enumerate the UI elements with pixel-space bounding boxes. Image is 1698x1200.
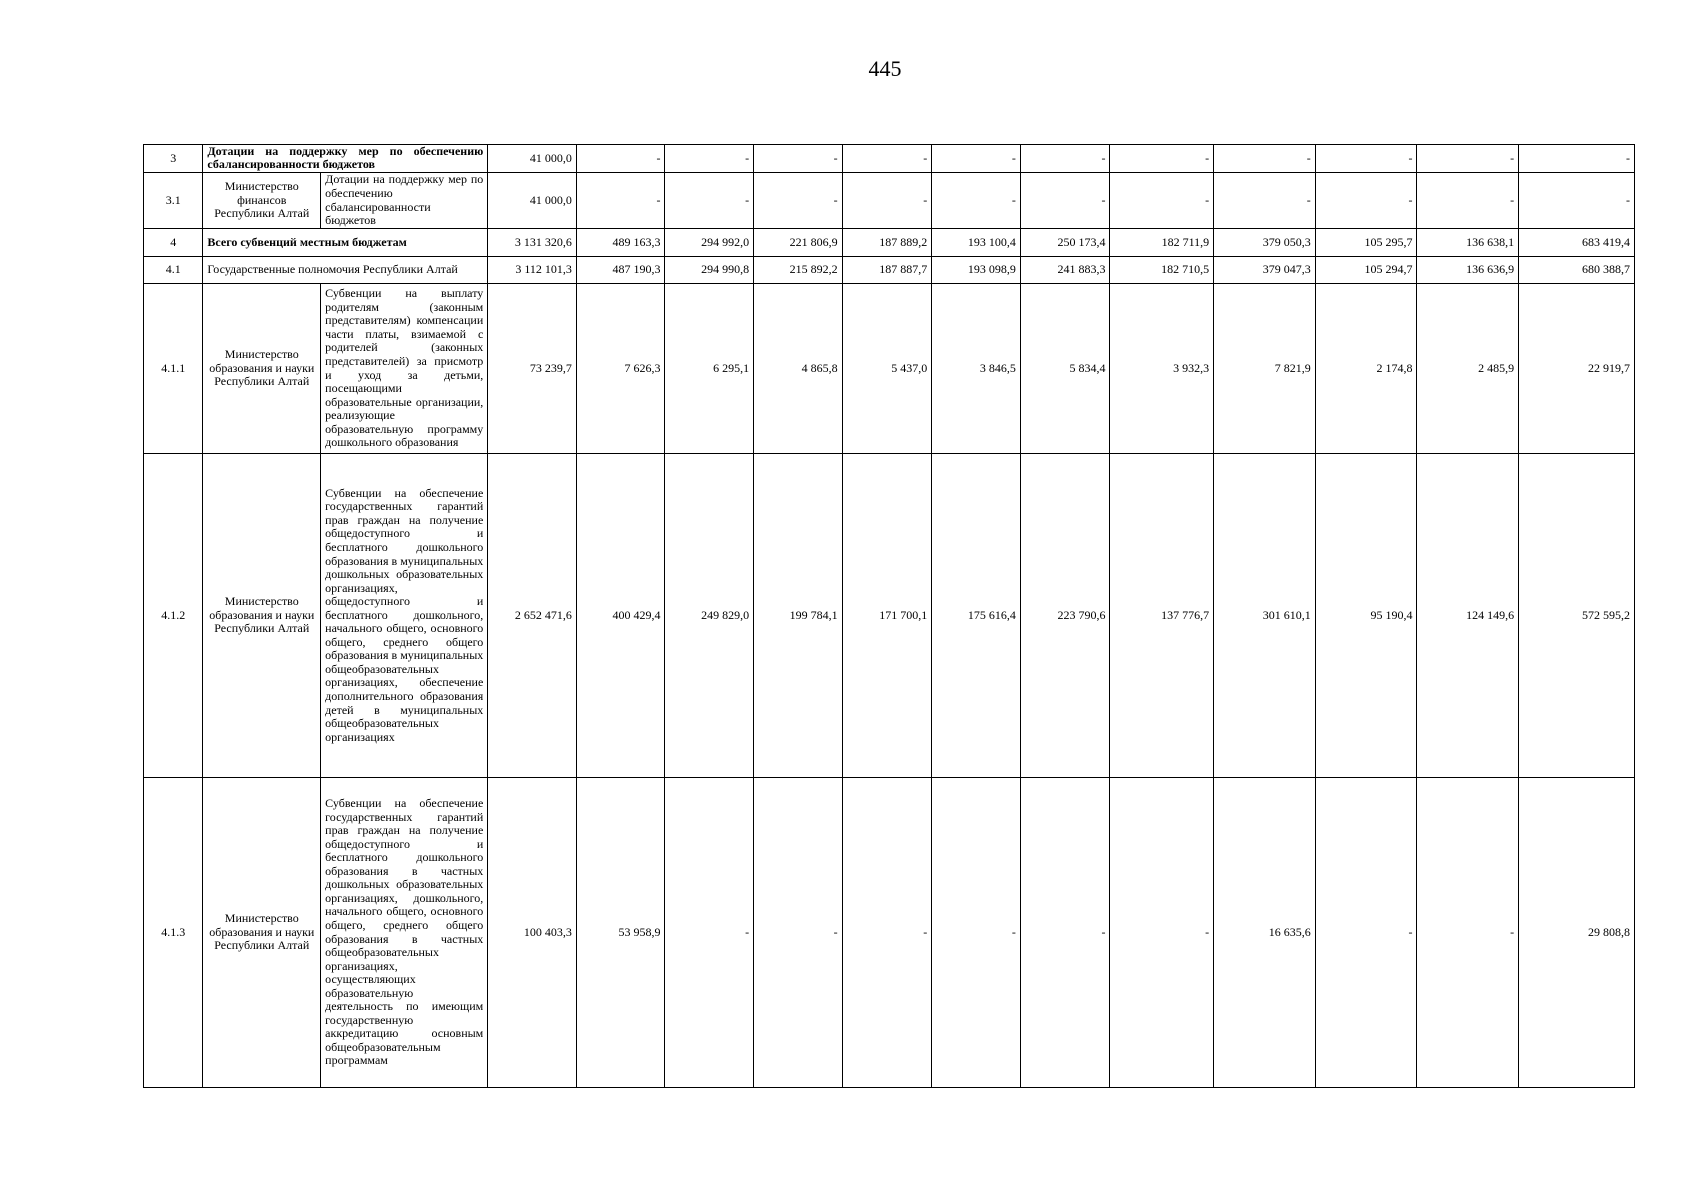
- value-cell: 294 990,8: [665, 257, 754, 284]
- value-cell: -: [1315, 173, 1417, 229]
- value-cell: -: [754, 173, 843, 229]
- value-cell: 301 610,1: [1214, 454, 1316, 778]
- value-cell: 187 887,7: [842, 257, 932, 284]
- value-cell: 294 992,0: [665, 229, 754, 257]
- row-code: 3.1: [144, 173, 203, 229]
- value-cell: 171 700,1: [842, 454, 932, 778]
- value-cell: -: [1519, 145, 1635, 173]
- value-cell: -: [842, 173, 932, 229]
- table-row: [144, 145, 1635, 173]
- value-cell: 683 419,4: [1519, 229, 1635, 257]
- value-cell: -: [932, 778, 1021, 1088]
- value-cell: 3 932,3: [1110, 284, 1214, 454]
- row-code: 4.1.2: [144, 454, 203, 778]
- row-code: 4.1.1: [144, 284, 203, 454]
- table-row: [144, 778, 1635, 1088]
- value-cell: 249 829,0: [665, 454, 754, 778]
- value-cell: 680 388,7: [1519, 257, 1635, 284]
- value-cell: 3 131 320,6: [488, 229, 577, 257]
- value-cell: 5 834,4: [1020, 284, 1110, 454]
- row-code: 4.1: [144, 257, 203, 284]
- value-cell: 221 806,9: [754, 229, 843, 257]
- value-cell: 100 403,3: [488, 778, 577, 1088]
- value-cell: -: [1315, 145, 1417, 173]
- value-cell: 215 892,2: [754, 257, 843, 284]
- row-title: Дотации на поддержку мер по обеспечению сбалансированности бюджетов: [203, 145, 488, 173]
- value-cell: 379 050,3: [1214, 229, 1316, 257]
- value-cell: 193 098,9: [932, 257, 1021, 284]
- value-cell: 136 638,1: [1417, 229, 1519, 257]
- value-cell: 5 437,0: [842, 284, 932, 454]
- value-cell: -: [665, 145, 754, 173]
- value-cell: 175 616,4: [932, 454, 1021, 778]
- value-cell: -: [754, 145, 843, 173]
- value-cell: 379 047,3: [1214, 257, 1316, 284]
- value-cell: 7 821,9: [1214, 284, 1316, 454]
- budget-table: [143, 144, 1635, 1088]
- value-cell: -: [1315, 778, 1417, 1088]
- value-cell: 400 429,4: [576, 454, 665, 778]
- value-cell: 41 000,0: [488, 173, 577, 229]
- value-cell: 250 173,4: [1020, 229, 1110, 257]
- value-cell: -: [665, 778, 754, 1088]
- value-cell: 41 000,0: [488, 145, 577, 173]
- value-cell: 3 846,5: [932, 284, 1021, 454]
- value-cell: 105 294,7: [1315, 257, 1417, 284]
- value-cell: 95 190,4: [1315, 454, 1417, 778]
- row-title: Всего субвенций местным бюджетам: [203, 229, 488, 257]
- value-cell: 241 883,3: [1020, 257, 1110, 284]
- value-cell: 2 174,8: [1315, 284, 1417, 454]
- row-code: 3: [144, 145, 203, 173]
- table-row: [144, 454, 1635, 778]
- value-cell: 193 100,4: [932, 229, 1021, 257]
- value-cell: 3 112 101,3: [488, 257, 577, 284]
- value-cell: 6 295,1: [665, 284, 754, 454]
- value-cell: 187 889,2: [842, 229, 932, 257]
- value-cell: -: [1519, 173, 1635, 229]
- value-cell: 22 919,7: [1519, 284, 1635, 454]
- row-code: 4.1.3: [144, 778, 203, 1088]
- value-cell: 29 808,8: [1519, 778, 1635, 1088]
- value-cell: -: [1110, 145, 1214, 173]
- row-code: 4: [144, 229, 203, 257]
- page-number: 445: [868, 56, 902, 81]
- row-title: Государственные полномочия Республики Алтай: [203, 257, 488, 284]
- value-cell: 105 295,7: [1315, 229, 1417, 257]
- value-cell: 2 485,9: [1417, 284, 1519, 454]
- value-cell: 487 190,3: [576, 257, 665, 284]
- value-cell: 182 711,9: [1110, 229, 1214, 257]
- value-cell: -: [1020, 778, 1110, 1088]
- value-cell: 182 710,5: [1110, 257, 1214, 284]
- value-cell: -: [842, 778, 932, 1088]
- row-description: Дотации на поддержку мер по обеспечению сбалансированности бюджетов: [321, 173, 488, 229]
- value-cell: 53 958,9: [576, 778, 665, 1088]
- value-cell: -: [1110, 173, 1214, 229]
- value-cell: 2 652 471,6: [488, 454, 577, 778]
- value-cell: -: [1020, 173, 1110, 229]
- ministry-name: Министерство образования и науки Республики Алтай: [203, 284, 321, 454]
- value-cell: 137 776,7: [1110, 454, 1214, 778]
- value-cell: -: [576, 145, 665, 173]
- value-cell: 16 635,6: [1214, 778, 1316, 1088]
- table-row: [144, 284, 1635, 454]
- ministry-name: Министерство образования и науки Республики Алтай: [203, 778, 321, 1088]
- row-description: Субвенции на выплату родителям (законным представителям) компенсации части платы, взимаемой с родителей (законных представителей) за присмотр и уход за детьми, посещающими образовательные организации, реализующие образовательную программу дошкольного образования: [321, 284, 488, 454]
- value-cell: -: [1020, 145, 1110, 173]
- value-cell: -: [1214, 145, 1316, 173]
- value-cell: -: [1214, 173, 1316, 229]
- value-cell: 223 790,6: [1020, 454, 1110, 778]
- value-cell: -: [1417, 145, 1519, 173]
- value-cell: 489 163,3: [576, 229, 665, 257]
- value-cell: -: [665, 173, 754, 229]
- value-cell: -: [576, 173, 665, 229]
- value-cell: 73 239,7: [488, 284, 577, 454]
- value-cell: -: [754, 778, 843, 1088]
- value-cell: -: [932, 173, 1021, 229]
- ministry-name: Министерство финансов Республики Алтай: [203, 173, 321, 229]
- value-cell: -: [842, 145, 932, 173]
- value-cell: -: [932, 145, 1021, 173]
- value-cell: -: [1110, 778, 1214, 1088]
- table-row: [144, 257, 1635, 284]
- row-description: Субвенции на обеспечение государственных гарантий прав граждан на получение общедоступного и бесплатного дошкольного образования в муниципальных дошкольных образовательных организациях, общедоступного и бесплатного дошкольного, начального общего, основного общего, среднего общего образования в муниципальных общеобразовательных организациях, обеспечение дополнительного образования детей в муниципальных общеобразовательных организациях: [321, 454, 488, 778]
- value-cell: 4 865,8: [754, 284, 843, 454]
- row-description: Субвенции на обеспечение государственных гарантий прав граждан на получение общедоступного и бесплатного дошкольного образования в частных дошкольных образовательных организациях, дошкольного, начального общего, основного общего, среднего общего образования в частных общеобразовательных организациях, осуществляющих образовательную деятельность по имеющим государственную аккредитацию основным общеобразовательным программам: [321, 778, 488, 1088]
- value-cell: 7 626,3: [576, 284, 665, 454]
- value-cell: 572 595,2: [1519, 454, 1635, 778]
- value-cell: 199 784,1: [754, 454, 843, 778]
- value-cell: -: [1417, 778, 1519, 1088]
- value-cell: 136 636,9: [1417, 257, 1519, 284]
- value-cell: 124 149,6: [1417, 454, 1519, 778]
- ministry-name: Министерство образования и науки Республики Алтай: [203, 454, 321, 778]
- value-cell: -: [1417, 173, 1519, 229]
- table-row: [144, 173, 1635, 229]
- table-row: [144, 229, 1635, 257]
